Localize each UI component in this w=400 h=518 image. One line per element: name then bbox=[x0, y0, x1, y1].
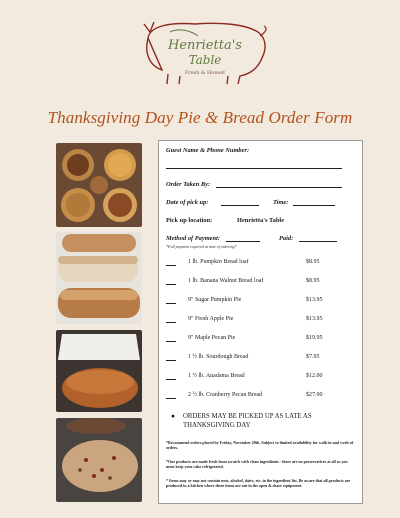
item-name: 1 ½ lb. Anadama Bread bbox=[188, 373, 245, 379]
item-price: $19.95 bbox=[306, 335, 323, 341]
henriettas-table-logo bbox=[140, 18, 270, 86]
menu-item bbox=[166, 335, 356, 345]
item-name: 9" Maple Pecan Pie bbox=[188, 335, 236, 341]
pickup-date-field[interactable] bbox=[221, 205, 259, 206]
quantity-blank[interactable] bbox=[166, 322, 176, 323]
payment-method-label: Method of Payment: bbox=[166, 235, 220, 242]
item-name: 2 ½ lb. Cranberry Pecan Bread bbox=[188, 392, 263, 398]
item-name: 9" Sugar Pumpkin Pie bbox=[188, 297, 242, 303]
pickup-bullet-text: ORDERS MAY BE PICKED UP AS LATE AS THANKSGIVING DAY bbox=[183, 413, 312, 429]
menu-item bbox=[166, 278, 356, 288]
breads-photo bbox=[56, 232, 142, 324]
item-price: $7.95 bbox=[306, 354, 320, 360]
pickup-time-field[interactable] bbox=[293, 205, 335, 206]
order-taken-by-field[interactable] bbox=[216, 187, 342, 188]
paid-label: Paid: bbox=[279, 235, 294, 242]
item-price: $8.95 bbox=[306, 278, 320, 284]
pickup-time-label: Time: bbox=[273, 199, 289, 206]
page-title: Thanksgiving Day Pie & Bread Order Form bbox=[47, 108, 353, 127]
fresh-ingredients-note: *Our products are made fresh from scratch with clean ingredients - there are no preservatives at all so you must keep your cake refrigerated. bbox=[166, 459, 348, 470]
logo-tagline: Fresh & Honest bbox=[184, 70, 226, 76]
pies-photo bbox=[56, 143, 142, 227]
item-price: $27.00 bbox=[306, 392, 323, 398]
menu-item bbox=[166, 392, 356, 402]
menu-item bbox=[166, 297, 356, 307]
order-form-box bbox=[158, 140, 363, 504]
menu-item bbox=[166, 259, 356, 269]
recommend-note: *Recommend orders placed by Friday, November 20th. Subject to limited availability for walk-in and week-of orders. bbox=[166, 440, 354, 451]
item-name: 1 lb. Pumpkin Bread loaf bbox=[188, 259, 249, 265]
order-taken-by-label: Order Taken By: bbox=[166, 181, 211, 188]
cranberry-bread-photo bbox=[56, 418, 142, 502]
quantity-blank[interactable] bbox=[166, 303, 176, 304]
loaf-photo bbox=[56, 330, 142, 412]
menu-item bbox=[166, 373, 356, 383]
allergen-note: * Items may or may not contain nuts, alcohol, dairy, etc. in the ingredient list. Be aware that all products are produced in a kitchen where these items are out in the open & share equipment. bbox=[166, 478, 351, 489]
pickup-date-label: Date of pick up: bbox=[166, 199, 209, 206]
quantity-blank[interactable] bbox=[166, 360, 176, 361]
quantity-blank[interactable] bbox=[166, 379, 176, 380]
item-price: $8.95 bbox=[306, 259, 320, 265]
item-name: 1 ½ lb. Sourdough Bread bbox=[188, 354, 249, 360]
item-name: 1 lb. Banana Walnut Bread loaf bbox=[188, 278, 264, 284]
item-price: $13.95 bbox=[306, 316, 323, 322]
payment-method-field[interactable] bbox=[226, 241, 260, 242]
item-price: $13.95 bbox=[306, 297, 323, 303]
bullet-icon: ● bbox=[171, 413, 176, 420]
menu-item bbox=[166, 316, 356, 326]
quantity-blank[interactable] bbox=[166, 284, 176, 285]
item-name: 9" Fresh Apple Pie bbox=[188, 316, 234, 322]
paid-field[interactable] bbox=[299, 241, 337, 242]
quantity-blank[interactable] bbox=[166, 265, 176, 266]
logo-text-henriettas: Henrietta's bbox=[168, 38, 242, 53]
quantity-blank[interactable] bbox=[166, 398, 176, 399]
guest-name-phone-field[interactable] bbox=[166, 168, 342, 169]
guest-name-phone-label: Guest Name & Phone Number: bbox=[166, 147, 250, 154]
menu-item bbox=[166, 354, 356, 364]
pickup-location-label: Pick up location: bbox=[166, 217, 213, 224]
logo-text-table: Table bbox=[188, 53, 222, 67]
item-price: $12.00 bbox=[306, 373, 323, 379]
quantity-blank[interactable] bbox=[166, 341, 176, 342]
payment-note: *Full payment required at time of ordering* bbox=[166, 244, 237, 249]
pickup-location-value: Henrietta's Table bbox=[237, 217, 285, 224]
